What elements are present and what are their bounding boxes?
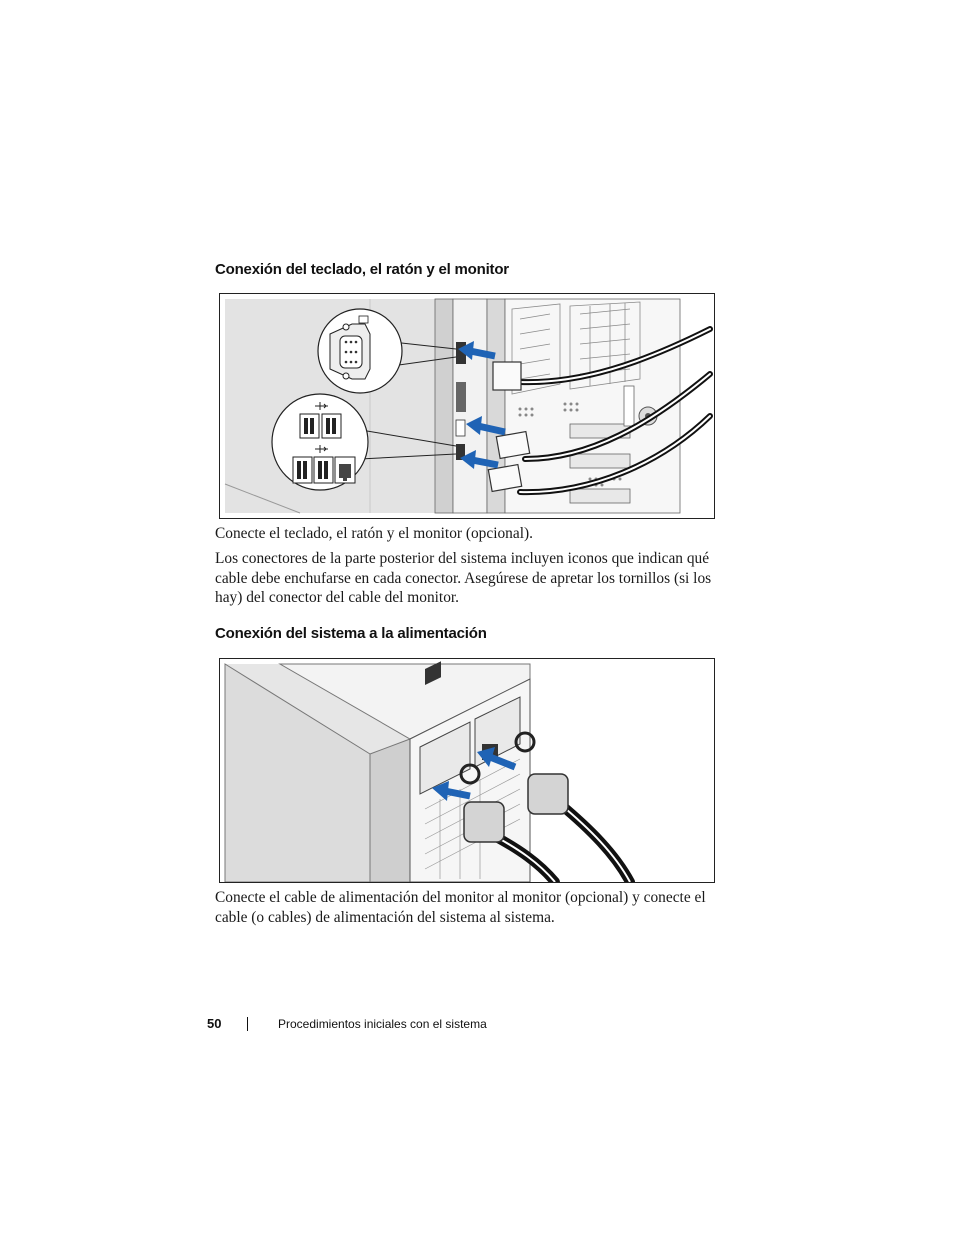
figure-keyboard-mouse-monitor — [219, 293, 715, 519]
page-number: 50 — [207, 1016, 222, 1031]
paragraph-text: Los conectores de la parte posterior del sistema incluyen iconos que indican qué cable debe enchufarse en cada conector. Asegúrese de apretar los tornillos (si los hay) del conector del cable del monitor. — [215, 550, 712, 606]
illustration-power-cables — [220, 659, 714, 882]
caption-text: Conecte el teclado, el ratón y el monitor (opcional). — [215, 525, 533, 542]
section-heading-keyboard-mouse-monitor: Conexión del teclado, el ratón y el monitor — [215, 261, 509, 278]
network-port-icon — [335, 457, 355, 483]
figure-power-connection — [219, 658, 715, 883]
illustration-rear-connectors — [220, 294, 714, 518]
paragraph-power — [215, 888, 715, 927]
caption-keyboard-mouse-monitor — [215, 524, 715, 544]
paragraph-connectors — [215, 549, 715, 608]
footer-title: Procedimientos iniciales con el sistema — [278, 1017, 487, 1031]
section-heading-power: Conexión del sistema a la alimentación — [215, 625, 487, 642]
footer-divider — [247, 1017, 248, 1031]
paragraph-power-text: Conecte el cable de alimentación del monitor al monitor (opcional) y conecte el cable (o cables) de alimentación del sistema al sistema. — [215, 889, 706, 926]
vga-connector-icon — [318, 309, 402, 393]
